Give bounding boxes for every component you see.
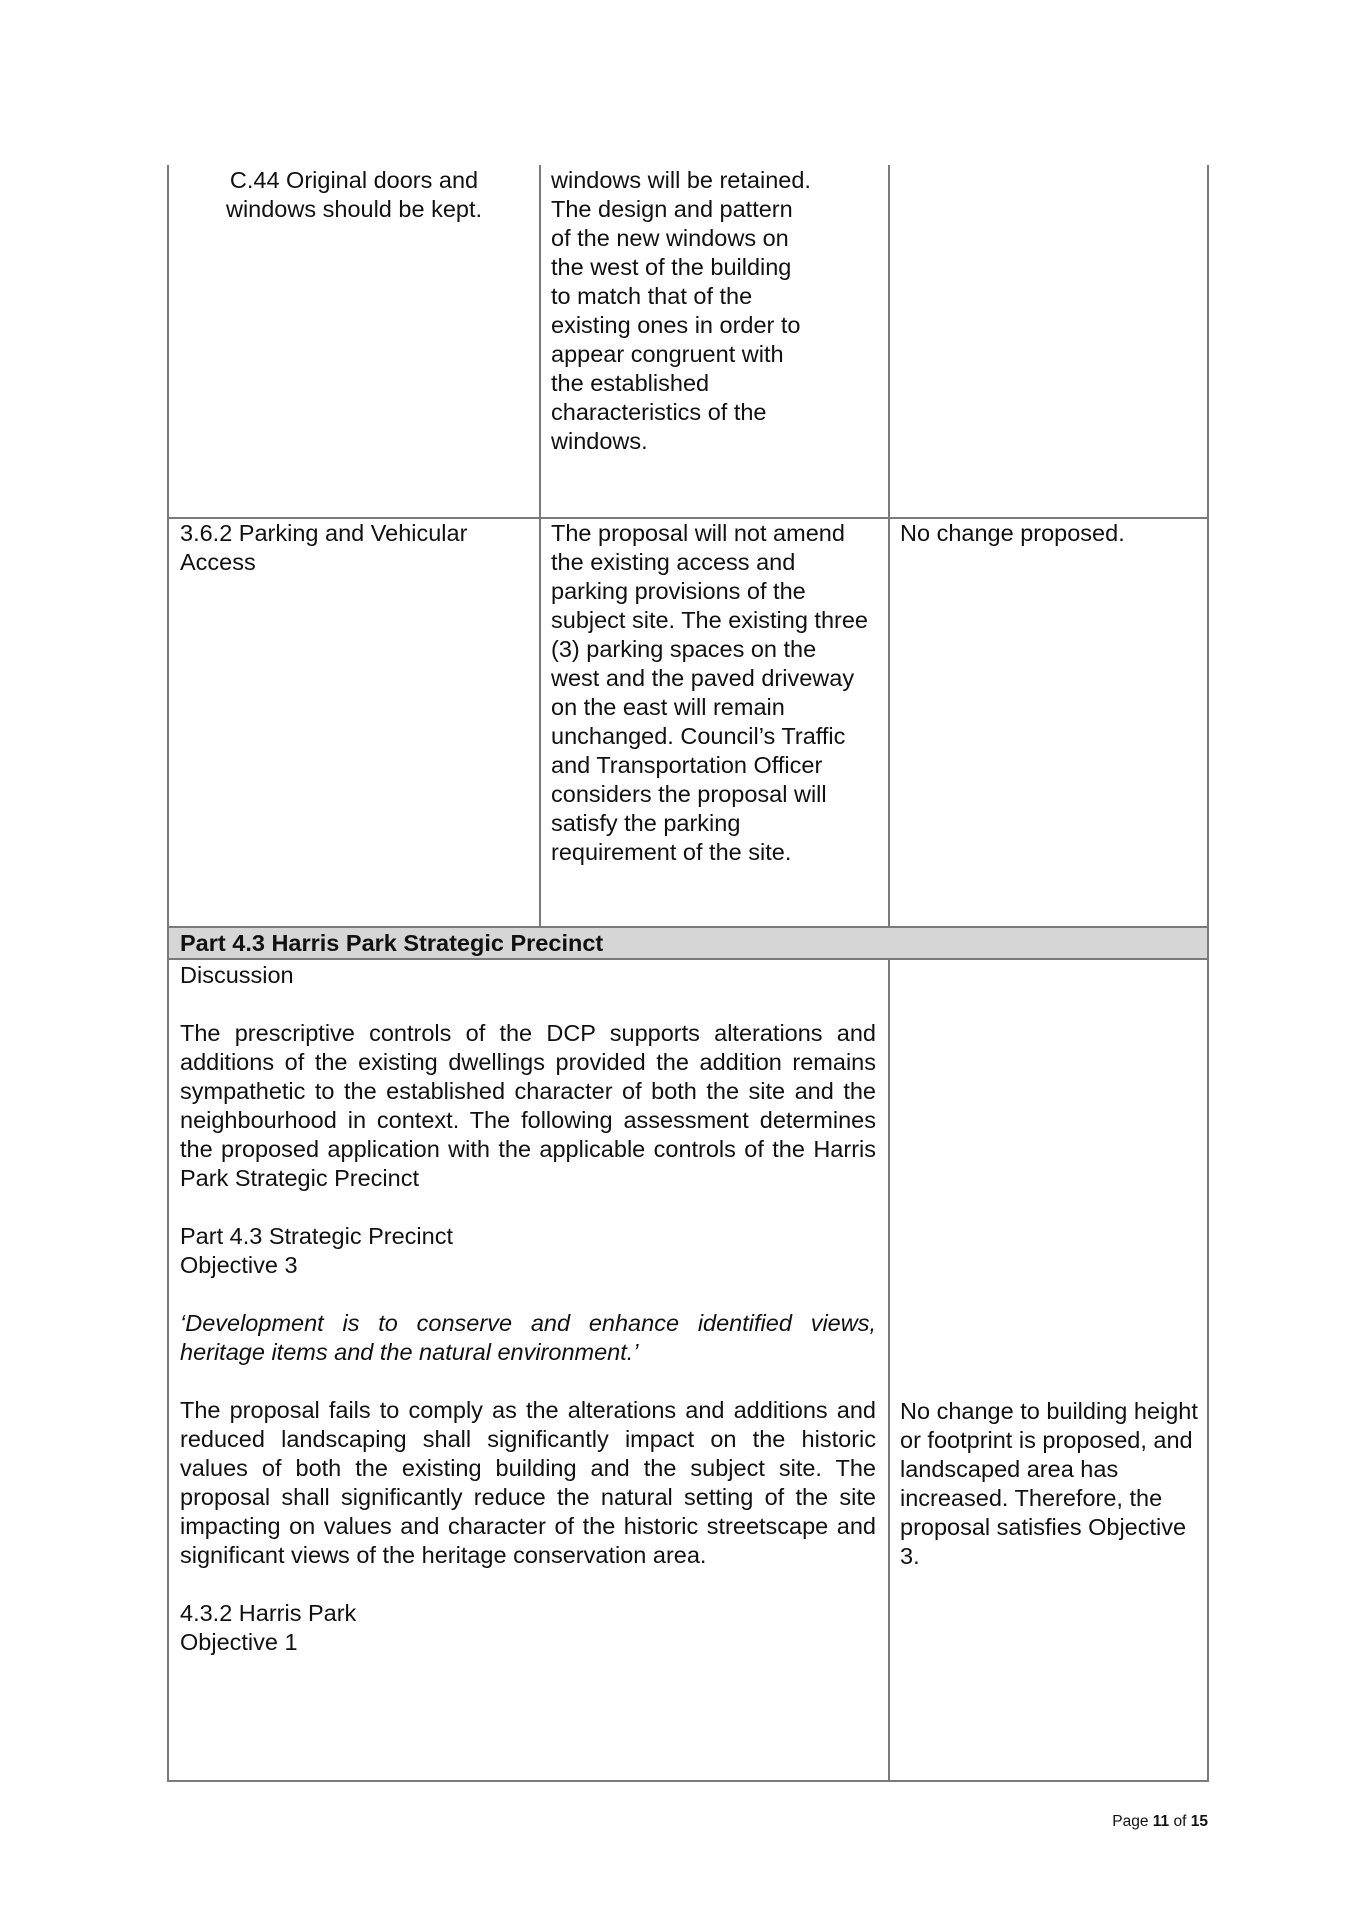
reference2-part: 4.3.2 Harris Park: [180, 1600, 357, 1626]
page-total: 15: [1190, 1813, 1208, 1830]
assessment-cell-windows: windows will be retained. The design and pattern of the new windows on the west of the building to match that of the existing ones in order to appear congruent with the established characteristics of the windows.: [551, 167, 811, 454]
column-divider-2: [888, 165, 890, 926]
reference-part: Part 4.3 Strategic Precinct: [180, 1223, 453, 1249]
column-divider-lower: [888, 959, 890, 1782]
assessment-finding: The proposal fails to comply as the alterations and additions and reduced landscaping shall significantly impact on the historic values of both the existing building and the subject site. The proposal shall significantly reduce the natural setting of the site impacting on values and character of the historic streetscape and significant views of the heritage conservation area.: [180, 1397, 876, 1568]
reference-objective: Objective 3: [180, 1252, 298, 1278]
response-cell-parking: No change proposed.: [900, 520, 1125, 546]
page-number: 11: [1152, 1813, 1170, 1830]
section-heading: Part 4.3 Harris Park Strategic Precinct: [180, 930, 604, 956]
discussion-intro: The prescriptive controls of the DCP supports alterations and additions of the existing dwellings provided the addition remains sympathetic to the established character of both the site and the neighbourhood in context. The following assessment determines the proposed application with the applicable controls of the Harris Park Strategic Precinct: [180, 1020, 876, 1191]
table-bottom-border: [167, 1780, 1209, 1782]
of-label: of: [1173, 1813, 1187, 1830]
discussion-label: Discussion: [180, 962, 294, 988]
table-right-border: [1207, 165, 1209, 1782]
objective-quote: ‘Development is to conserve and enhance identified views, heritage items and the natural environment.’: [180, 1310, 876, 1365]
control-cell-windows: C.44 Original doors and windows should be kept.: [225, 167, 483, 222]
page-label: Page: [1112, 1813, 1149, 1830]
row-divider-3: [167, 958, 1209, 960]
page-footer: [1112, 1813, 1208, 1831]
table-left-border: [167, 165, 169, 1782]
discussion-cell: [180, 961, 876, 1657]
response-cell-objective3: No change to building height or footprint is proposed, and landscaped area has increased. Therefore, the proposal satisfies Objective 3.: [900, 1398, 1198, 1569]
reference2-objective: Objective 1: [180, 1629, 298, 1655]
column-divider-1: [539, 165, 541, 926]
control-cell-parking: 3.6.2 Parking and Vehicular Access: [180, 520, 468, 575]
assessment-cell-parking: The proposal will not amend the existing access and parking provisions of the subject site. The existing three (3) parking spaces on the west and the paved driveway on the east will remain unchanged. Council’s Traffic and Transportation Officer considers the proposal will satisfy the parking requirement of the site.: [551, 520, 868, 865]
